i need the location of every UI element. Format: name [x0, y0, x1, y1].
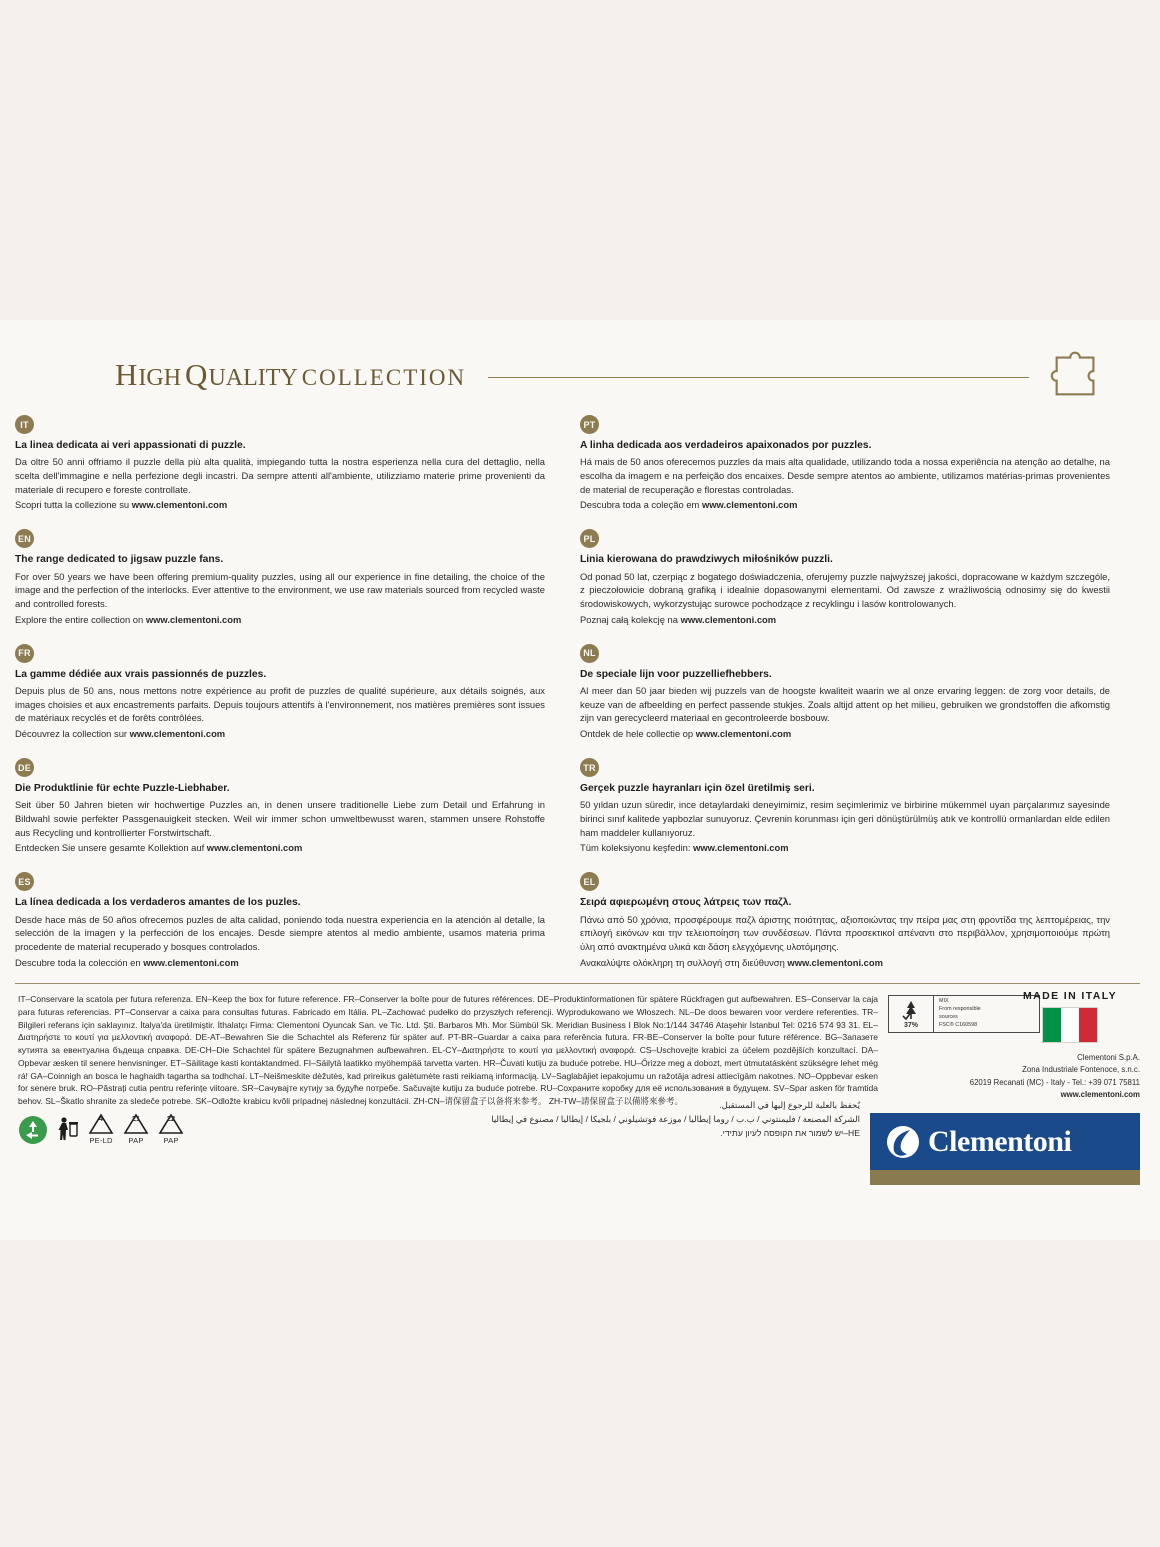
lang-link-pt [580, 498, 1135, 512]
hebrew-line: HE–יש לשמור את הקופסה לעיון עתידי. [720, 1128, 860, 1139]
fsc-code: FSC® C160598 [939, 1021, 978, 1028]
lang-link-es [15, 956, 570, 970]
eco-code-pe-ld: 4 [98, 1114, 104, 1123]
lang-link-pre-pt: Descubra toda a coleção em [580, 499, 702, 511]
lang-link-fr [15, 727, 570, 741]
lang-url-tr[interactable]: www.clementoni.com [693, 842, 789, 854]
recycle-triangle-4-icon [88, 1113, 114, 1135]
fsc-mix-line1: From responsible [939, 1006, 981, 1013]
lang-link-de [15, 841, 570, 855]
lang-badge-de: DE [15, 758, 34, 777]
lang-badge-pt: PT [580, 415, 599, 434]
title-q: Q [185, 357, 209, 392]
lang-block-en [15, 529, 570, 626]
section-divider [15, 983, 1140, 984]
lang-link-pl [580, 613, 1135, 627]
lang-url-de[interactable]: www.clementoni.com [206, 842, 303, 854]
lang-link-pre-tr: Tüm koleksiyonu keşfedin: [580, 842, 694, 854]
lang-url-it[interactable]: www.clementoni.com [131, 499, 228, 511]
logo-wordmark: Clementoni [928, 1124, 1072, 1158]
puzzle-piece-icon [1047, 344, 1105, 402]
lang-title-fr: La gamme dédiée aux vrais passionnés de puzzles. [15, 668, 267, 680]
lang-title-pt: A linha dedicada aos verdadeiros apaixonados por puzzles. [580, 440, 872, 451]
lang-block-it [15, 415, 570, 512]
lang-block-de [15, 758, 570, 855]
recycle-triangle-21-icon [123, 1113, 149, 1135]
company-address [940, 1052, 1140, 1102]
made-in-italy-label: MADE IN ITALY [1022, 990, 1118, 1002]
clementoni-logo [870, 1113, 1140, 1185]
lang-url-es[interactable]: www.clementoni.com [143, 956, 239, 968]
high-quality-collection-header [0, 340, 1160, 410]
eco-code-pap-21: 21 [131, 1114, 141, 1123]
lang-url-pt[interactable]: www.clementoni.com [701, 499, 798, 511]
title-collection: COLLECTION [301, 365, 467, 390]
language-blocks [0, 415, 1160, 987]
lang-block-es [15, 872, 570, 969]
do-not-litter-icon [57, 1115, 79, 1145]
lang-link-pre-nl: Ontdek de hele collectie op [580, 727, 696, 739]
lang-badge-it: IT [15, 415, 34, 434]
lang-title-el: Σειρά αφιερωμένη στους λάτρεις των παζλ. [580, 897, 792, 909]
recycling-symbols [18, 1113, 184, 1145]
lang-badge-nl: NL [580, 644, 599, 663]
lang-link-pre-pl: Poznaj całą kolekcję na [580, 613, 681, 625]
eco-label-pe-ld: PE-LD [89, 1136, 113, 1145]
italy-flag-icon [1042, 1007, 1098, 1043]
made-in-italy [1000, 990, 1140, 1043]
clementoni-swoosh-icon [886, 1125, 920, 1159]
title-h: H [115, 357, 139, 392]
lang-body-tr: 50 yıldan uzun süredir, ince detaylardaki deneyimimiz, resim seçimlerimiz ve birbirine mükemmel uyan parçalarımız sayesinde birinci sınıf kalitede yapbozlar sunuyoruz. Çevrenin korunması için geri dönüştürülmüş atık ve kontrollü ormanlardan elde edilen ham maddeler kullanıyoruz. [580, 799, 1110, 838]
recycle-triangle-22-icon [158, 1113, 184, 1135]
language-column-left [15, 415, 570, 987]
lang-body-es: Desde hace más de 50 años ofrecemos puzles de alta calidad, poniendo toda nuestra experiencia en la atención al detalle, la selección de la imagen y la perfección de los encajes. Desde siempre atentos al medio ambiente, usamos materia prima procedente de material recuperado y bosques controlados. [15, 913, 545, 953]
lang-link-pre-el: Ανακαλύψτε ολόκληρη τη συλλογή στη διεύθυνση [580, 956, 788, 968]
lang-body-it: Da oltre 50 anni offriamo il puzzle della più alta qualità, impiegando tutta la nostra esperienza nella cura del dettaglio, nella scelta dell'immagine e nella perfezione degli incastri. Da sempre attenti all'ambiente, utilizziamo materie prime provenienti da materiale di recupero e foreste controllate. [15, 456, 545, 495]
lang-block-el [580, 872, 1135, 969]
lang-url-el[interactable]: www.clementoni.com [787, 956, 883, 968]
lang-url-en[interactable]: www.clementoni.com [145, 613, 242, 625]
logo-blue-panel [870, 1113, 1140, 1170]
title-igh: IGH [138, 365, 182, 391]
page-title [115, 357, 466, 393]
lang-title-nl: De speciale lijn voor puzzelliefhebbers. [580, 668, 772, 680]
lang-badge-fr: FR [15, 644, 34, 663]
lang-title-tr: Gerçek puzzle hayranları için özel üretilmiş seri. [580, 783, 815, 795]
lang-title-de: Die Produktlinie für echte Puzzle-Liebhaber. [15, 783, 230, 795]
lang-link-en [15, 613, 570, 627]
lang-link-nl [580, 727, 1135, 741]
lang-link-pre-en: Explore the entire collection on [15, 613, 146, 625]
header-divider-line [488, 377, 1029, 378]
eco-symbol-pap-21 [123, 1113, 149, 1145]
eco-label-pap-22: PAP [163, 1136, 179, 1145]
eco-code-pap-22: 22 [166, 1114, 176, 1123]
recycling-loop-icon [18, 1115, 48, 1145]
lang-badge-en: EN [15, 529, 34, 548]
legal-multilingual-note: IT–Conservare la scatola per futura referenza. EN–Keep the box for future reference. FR–Conserver la boîte pour de futures références. DE–Produktinformationen für spätere Rückfragen gut aufbewahren. ES–Conservar la caja para futuras referencias. PT–Conservar a caixa para consultas futuras. Fabricado em Itália. PL–Zachować pudełko do przyszłych referencji. Wyprodukowano we Włoszech. NL–De doos bewaren voor verdere referenties. TR–Bilgileri referans için saklayınız. İtalya'da üretilmiştir. İthalatçı Firma: Clementoni Oyuncak San. ve Tic. Ltd. Şti. Barbaros Mh. Mor Sümbül Sk. Meridian Business I Blok No:1/144 34746 Ataşehir İstanbul Tel: 0216 574 93 31. EL–Διατηρήστε το κουτί για μελλοντική αναφορά. DE-AT–Bewahren Sie die Schachtel als Referenz für später auf. PT-BR–Guardar a caixa para referência futura. FR-BE–Conserver la boîte pour future référence. BG–Запазете кутията за евентуална бъдеща справка. DE-CH–Die Schachtel für spätere Bezugnahmen aufbewahren. EL-CY–Διατηρήστε το κουτί για μελλοντική αναφορά. CS–Uschovejte krabici za účelem pozdějších konzultací. DA–Opbevar æsken til senere henvisninger. ET–Säilitage kasti kontaktandmed. FI–Säilytä laatikko myöhempää tarvetta varten. HR–Čuvati kutiju za buduće potrebe. HU–Őrizze meg a dobozt, mert útmutatásként szükségre lehet még rá! GA–Coinnigh an bosca le haghaidh tagartha sa todhchaí. LT–Neišmeskite dėžutės, kad prireikus galėtumėte rasti reikiamą informaciją. LV–Saglabājiet iepakojumu un ražotāja adresi attiecīgām nakotnes. NO–Oppbevar esken for senere bruk. RO–Păstrați cutia pentru referințe viitoare. SR–Сачувајте кутију за будуће потребе. Sačuvajte kutiju za buduće potrebe. RU–Сохраните коробку для её использования в будущем. SV–Spar asken för framtida behov. SL–Škatlo shranite za sledeče potrebe. SK–Odložte krabicu kvôli prípadnej následnej konzultácii. ZH-CN–请保留盒子以备将来参考。 ZH-TW–請保留盒子以備將來參考。 [18, 994, 878, 1106]
lang-body-pt: Há mais de 50 anos oferecemos puzzles da mais alta qualidade, utilizando toda a nossa experiência na atenção ao detalhe, na escolha da imagem e na perfeição dos encaixes. Desde sempre atentos ao ambiente, utilizamos matérias-primas provenientes de material de recuperação e florestas controladas. [580, 456, 1110, 495]
eco-label-pap-21: PAP [128, 1136, 144, 1145]
eco-symbol-pe-ld [88, 1113, 114, 1145]
company-city: 62019 Recanati (MC) - Italy - Tel.: +39 071 75811 [969, 1077, 1140, 1087]
lang-url-nl[interactable]: www.clementoni.com [695, 727, 792, 739]
fsc-text [934, 998, 981, 1029]
lang-title-en: The range dedicated to jigsaw puzzle fans. [15, 554, 224, 566]
lang-link-pre-fr: Découvrez la collection sur [15, 727, 130, 739]
lang-block-pt [580, 415, 1135, 512]
arabic-line-2: الشركة المصنعة / فليمنتوني / ب.ب / روما إيطاليا / موزعة فوتشيلوني / بلجيكا / إيطاليا / مصنوع في إيطاليا [491, 1114, 860, 1125]
lang-block-tr [580, 758, 1135, 855]
eco-symbol-pap-22 [158, 1113, 184, 1145]
language-column-right [580, 415, 1135, 987]
lang-block-nl [580, 644, 1135, 741]
lang-body-el: Πάνω από 50 χρόνια, προσφέρουμε παζλ άριστης ποιότητας, αξιοποιώντας την πείρα μας στη φροντίδα της λεπτομέρειας, την επιλογή εικόνων και την τελειοποίηση των συνδέσεων. Πάντα προσεκτικοί απέναντι στο περιβάλλον, χρησιμοποιούμε πρώτη ύλη από ανακτημένα υλικά και δάση ελεγχόμενης υλοτόμησης. [580, 913, 1110, 953]
lang-block-pl [580, 529, 1135, 626]
fsc-percent: 37% [903, 1021, 918, 1029]
lang-body-nl: Al meer dan 50 jaar bieden wij puzzels van de hoogste kwaliteit waarin we al onze ervaring leggen: de zorg voor details, de keuze van de afbeelding en perfect passende stukjes. Zoals altijd attent op het milieu, gebruiken we grondstoffen die afkomstig zijn van gerecycleerd materiaal en gecontroleerde bosbouw. [580, 685, 1110, 724]
fsc-tree-checkmark-icon [889, 996, 934, 1032]
company-street: Zona Industriale Fontenoce, s.n.c. [1022, 1065, 1140, 1075]
lang-badge-el: EL [580, 872, 599, 891]
fsc-mix-title: MIX [939, 998, 949, 1005]
arabic-line-1: يُحفظ بالعلبة للرجوع إليها في المستقبل. [719, 1100, 860, 1110]
lang-title-it: La linea dedicata ai veri appassionati di puzzle. [15, 440, 246, 451]
lang-body-de: Seit über 50 Jahren bieten wir hochwertige Puzzles an, in denen unsere traditionelle Liebe zum Detail und Erfahrung in Bildwahl sowie perfekter Passgenauigkeit stecken. Weil wir immer schon umweltbewusst waren, stammen unsere Rohstoffe aus Recycling und kontrollierter Forstwirtschaft. [15, 799, 545, 838]
lang-body-en: For over 50 years we have been offering premium-quality puzzles, using all our experience in fine detailing, the choice of the image and the perfection of the interlocks. Ever attentive to the environment, we use raw materials sourced from recycled waste and controlled forests. [15, 570, 545, 609]
lang-url-fr[interactable]: www.clementoni.com [129, 727, 226, 739]
logo-gold-bar [870, 1170, 1140, 1185]
lang-body-fr: Depuis plus de 50 ans, nous mettons notre expérience au profit de puzzles de qualité supérieure, aux détails soignés, aux images choisies et aux encastrements parfaits. Depuis toujours attentifs à l'environnement, nos matières premières sont issues de matériaux recyclés et de forêts contrôlées. [15, 685, 545, 724]
lang-badge-es: ES [15, 872, 34, 891]
lang-badge-pl: PL [580, 529, 599, 548]
lang-url-pl[interactable]: www.clementoni.com [680, 613, 777, 625]
company-name: Clementoni S.p.A. [1077, 1053, 1140, 1062]
lang-link-pre-it: Scopri tutta la collezione su [15, 499, 132, 511]
lang-title-es: La línea dedicada a los verdaderos amantes de los puzles. [15, 897, 301, 909]
arabic-hebrew-notes [440, 1098, 860, 1141]
lang-badge-tr: TR [580, 758, 599, 777]
lang-body-pl: Od ponad 50 lat, czerpiąc z bogatego doświadczenia, oferujemy puzzle najwyższej jakości, dopracowane w każdym szczególe, z pieczołowicie dobraną grafiką i idealnie dopasowanymi elementami. Od zawsze z wrażliwością odnosimy się do kwestii środowiskowych, wykorzystując surowce pochodzące z recyklingu i lasów kontrolowanych. [580, 570, 1110, 609]
lang-link-pre-es: Descubre toda la colección en [15, 956, 144, 968]
lang-link-tr [580, 841, 1135, 855]
lang-link-pre-de: Entdecken Sie unsere gesamte Kollektion auf [15, 842, 207, 854]
lang-block-fr [15, 644, 570, 741]
lang-link-el [580, 956, 1135, 970]
lang-link-it [15, 498, 570, 512]
title-uality: UALITY [208, 365, 298, 391]
company-website[interactable]: www.clementoni.com [1060, 1090, 1140, 1100]
fsc-mix-line2: sources [939, 1014, 958, 1020]
lang-title-pl: Linia kierowana do prawdziwych miłośników puzzli. [580, 554, 833, 566]
